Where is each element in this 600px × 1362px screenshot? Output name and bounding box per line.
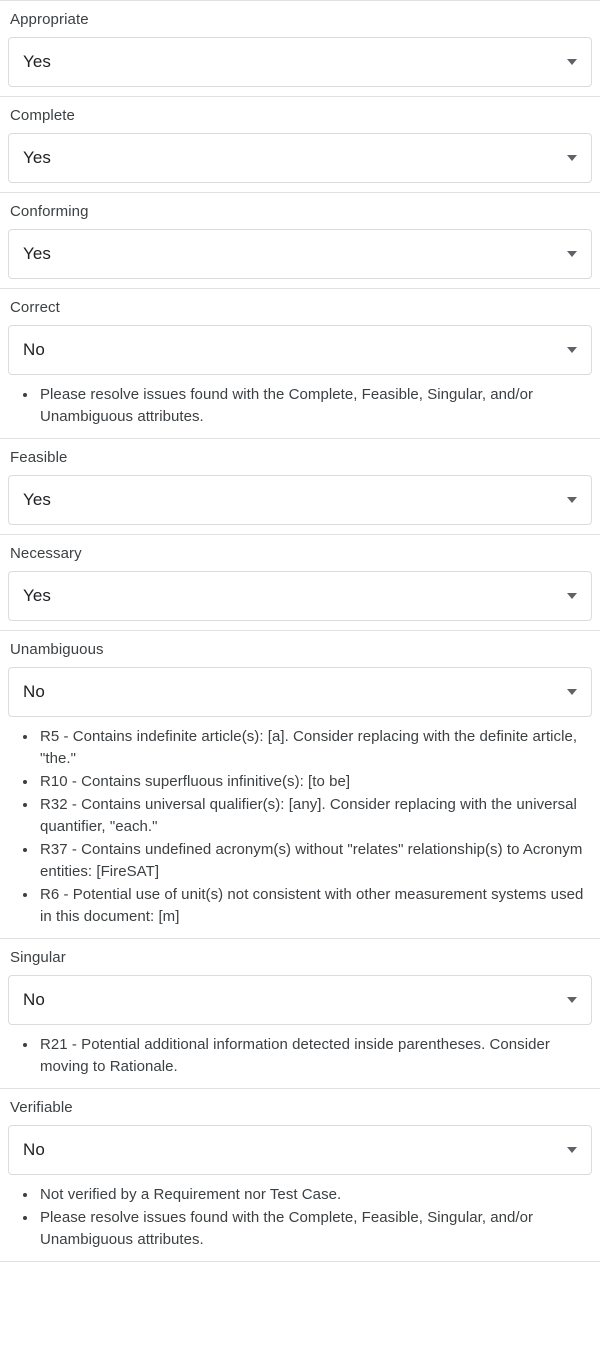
block-spacer: [8, 525, 592, 534]
issue-item: R32 - Contains universal qualifier(s): [any]. Consider replacing with the universal quantifier, "each.": [8, 794, 592, 838]
attribute-select[interactable]: [8, 133, 592, 183]
issue-item: R10 - Contains superfluous infinitive(s): [to be]: [8, 771, 592, 793]
attribute-select-value: No: [23, 1140, 45, 1159]
issue-item: Please resolve issues found with the Complete, Feasible, Singular, and/or Unambiguous attributes.: [8, 1207, 592, 1251]
attribute-label: Singular: [10, 949, 66, 966]
attribute-label: Appropriate: [10, 11, 89, 28]
attribute-select-value: No: [23, 990, 45, 1009]
issue-item: R6 - Potential use of unit(s) not consistent with other measurement systems used in this document: [m]: [8, 884, 592, 928]
issue-list: [8, 717, 592, 938]
attribute-label: Feasible: [10, 449, 68, 466]
attribute-block: [0, 630, 600, 938]
attribute-label: Correct: [10, 299, 60, 316]
attribute-block: [0, 288, 600, 438]
attribute-select-value: Yes: [23, 586, 52, 605]
block-spacer: [8, 87, 592, 96]
attribute-block: [0, 534, 600, 630]
attribute-label: Unambiguous: [10, 641, 104, 658]
chevron-down-icon[interactable]: [567, 689, 577, 695]
chevron-down-icon[interactable]: [567, 997, 577, 1003]
attribute-select-value: No: [23, 682, 45, 701]
attribute-select-value: Yes: [23, 490, 52, 509]
attribute-block: [0, 192, 600, 288]
attribute-select[interactable]: [8, 1125, 592, 1175]
chevron-down-icon[interactable]: [567, 59, 577, 65]
attribute-select[interactable]: [8, 325, 592, 375]
attribute-block: [0, 1088, 600, 1261]
attribute-select-value: No: [23, 340, 45, 359]
block-spacer: [8, 279, 592, 288]
attribute-block: [0, 0, 600, 96]
issue-list: [8, 375, 592, 438]
attribute-select[interactable]: [8, 37, 592, 87]
attribute-select-value: Yes: [23, 148, 52, 167]
attribute-select[interactable]: [8, 667, 592, 717]
chevron-down-icon[interactable]: [567, 497, 577, 503]
attribute-select[interactable]: [8, 475, 592, 525]
attribute-select[interactable]: [8, 229, 592, 279]
attribute-select-value: Yes: [23, 52, 52, 71]
block-spacer: [8, 621, 592, 630]
chevron-down-icon[interactable]: [567, 593, 577, 599]
chevron-down-icon[interactable]: [567, 1147, 577, 1153]
attribute-block: [0, 96, 600, 192]
block-spacer: [8, 183, 592, 192]
chevron-down-icon[interactable]: [567, 155, 577, 161]
issue-item: R21 - Potential additional information detected inside parentheses. Consider moving to Rationale.: [8, 1034, 592, 1078]
attribute-label: Verifiable: [10, 1099, 73, 1116]
issue-list: [8, 1025, 592, 1088]
attribute-label: Complete: [10, 107, 75, 124]
issue-list: [8, 1175, 592, 1261]
chevron-down-icon[interactable]: [567, 251, 577, 257]
issue-item: Please resolve issues found with the Complete, Feasible, Singular, and/or Unambiguous attributes.: [8, 384, 592, 428]
panel-bottom-divider: [0, 1261, 600, 1271]
attribute-select[interactable]: [8, 571, 592, 621]
issue-item: Not verified by a Requirement nor Test Case.: [8, 1184, 592, 1206]
issue-item: R37 - Contains undefined acronym(s) without "relates" relationship(s) to Acronym entities: [FireSAT]: [8, 839, 592, 883]
attribute-block: [0, 938, 600, 1088]
chevron-down-icon[interactable]: [567, 347, 577, 353]
attribute-label: Conforming: [10, 203, 89, 220]
attribute-select-value: Yes: [23, 244, 52, 263]
attribute-label: Necessary: [10, 545, 82, 562]
attribute-select[interactable]: [8, 975, 592, 1025]
issue-item: R5 - Contains indefinite article(s): [a]. Consider replacing with the definite article, "the.": [8, 726, 592, 770]
attribute-block: [0, 438, 600, 534]
